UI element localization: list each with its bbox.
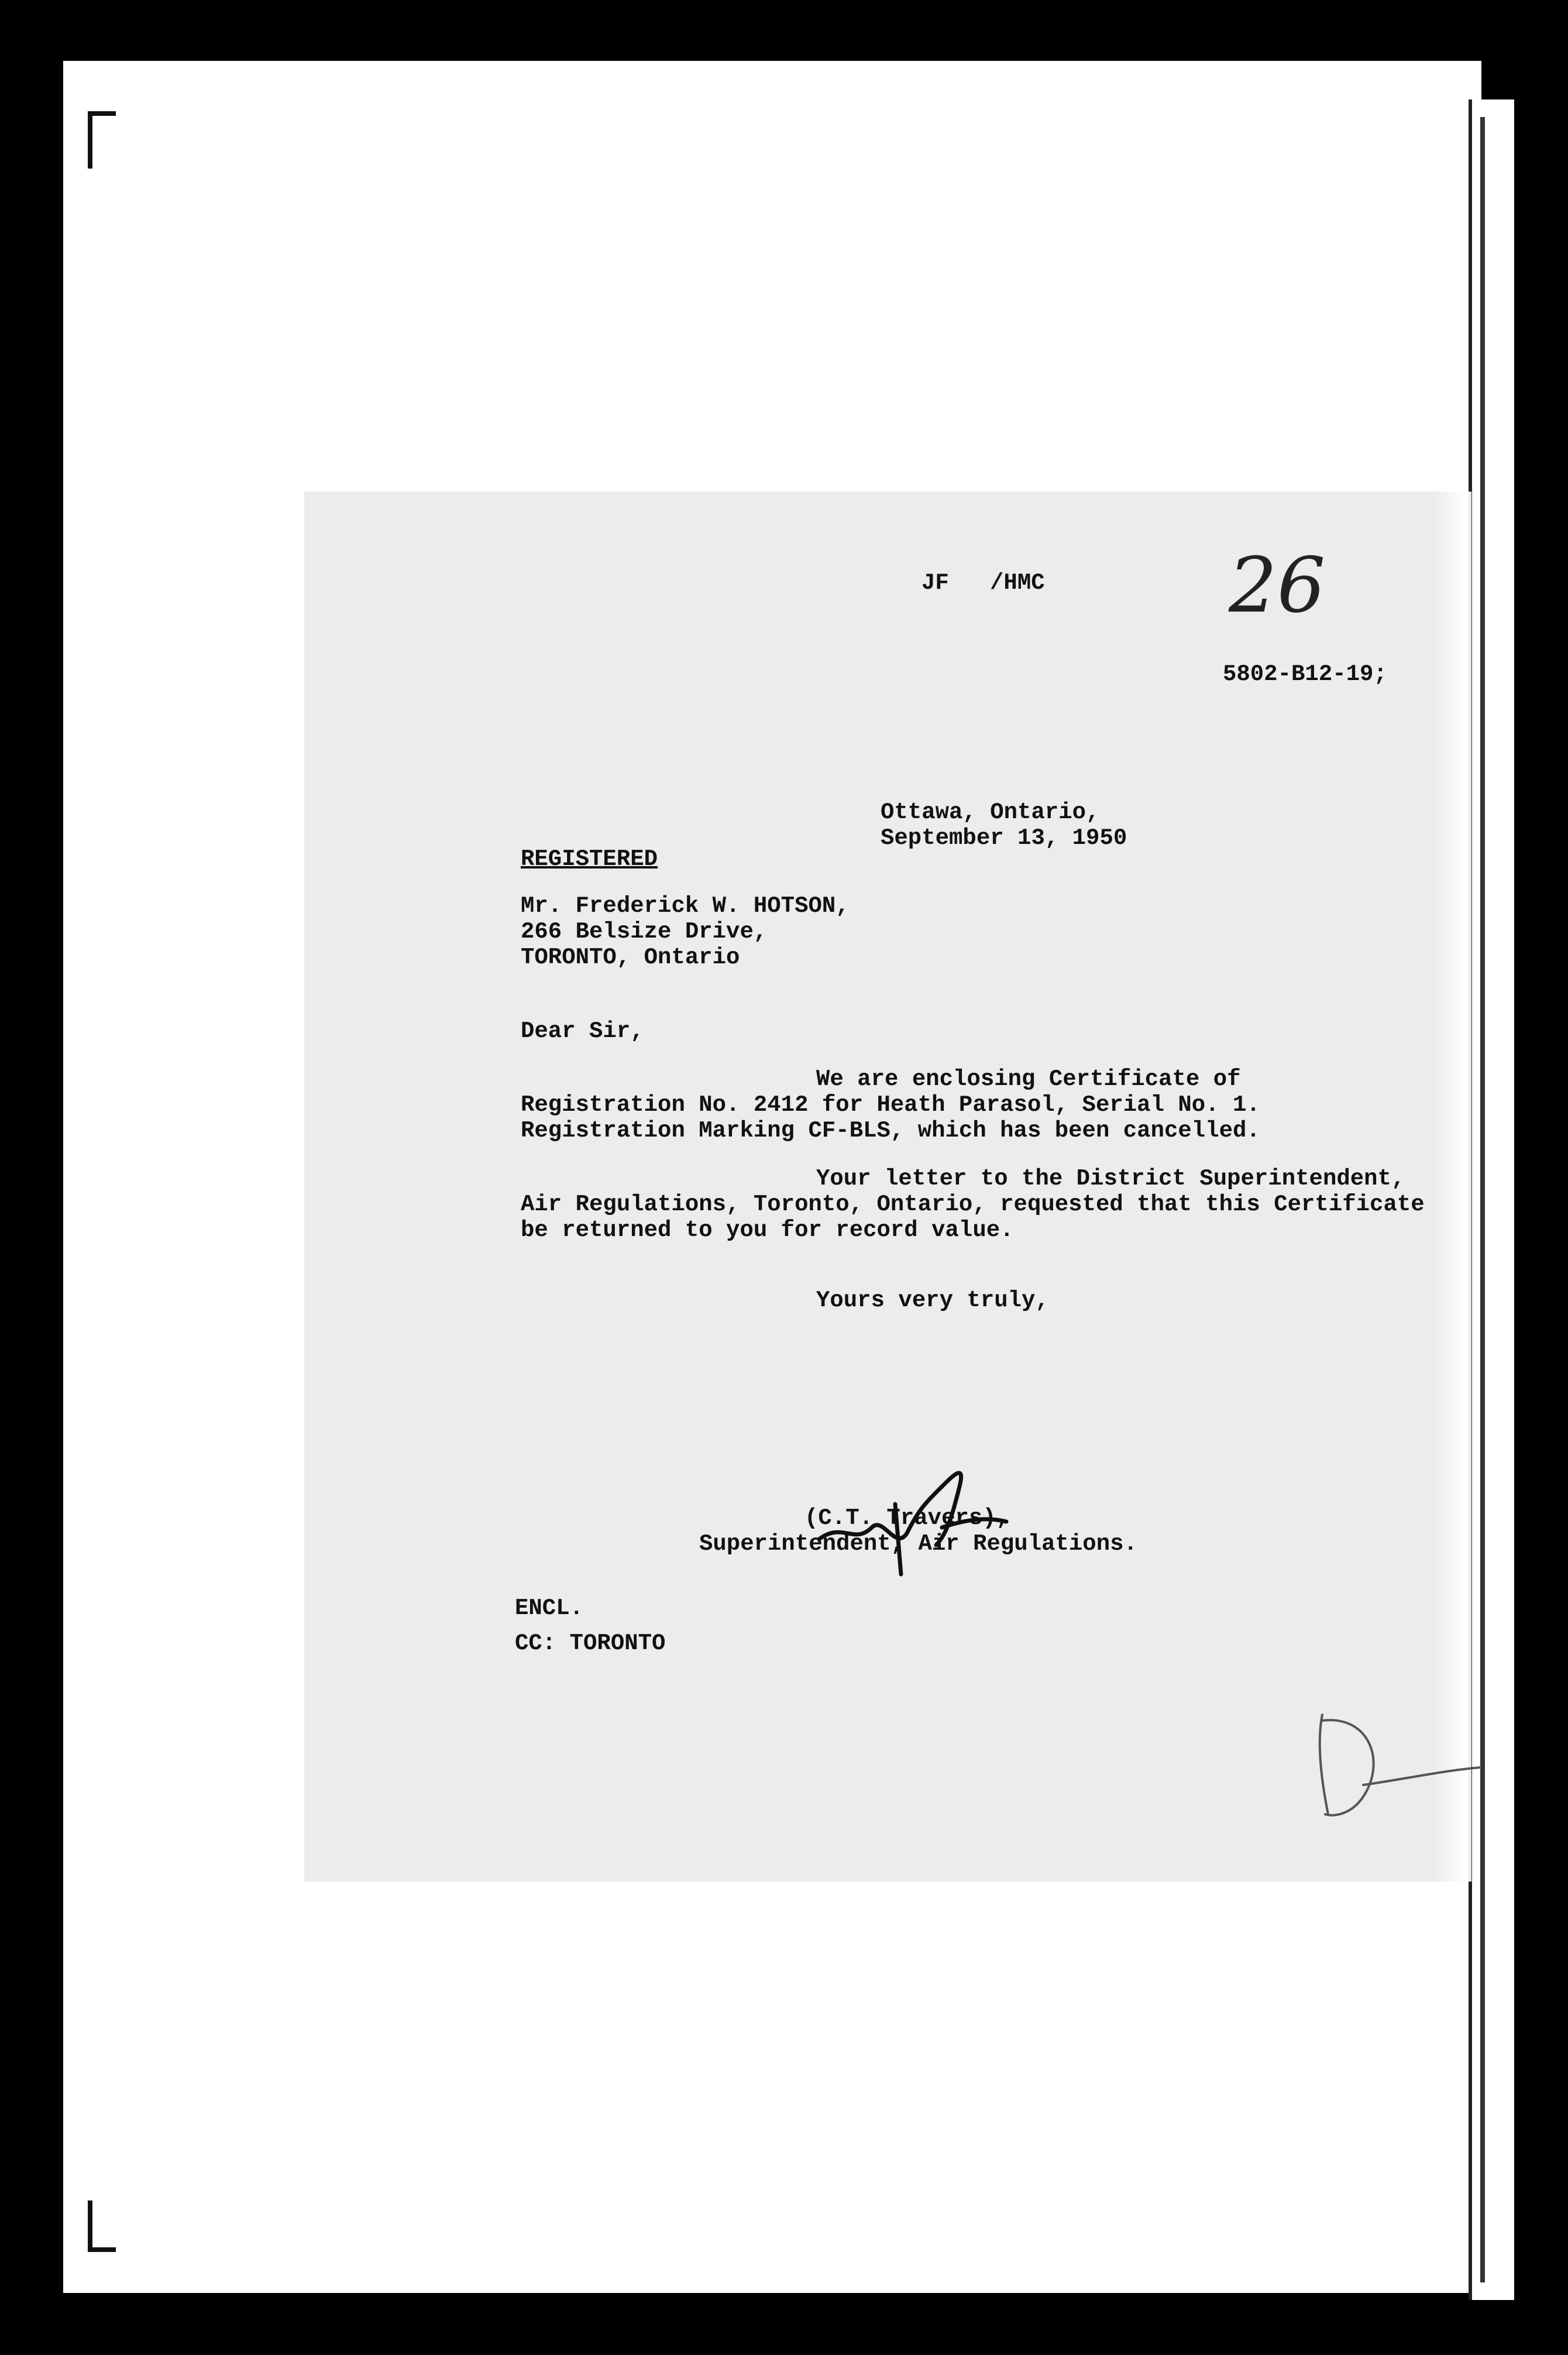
recipient-name: Mr. Frederick W. HOTSON, [521,893,850,919]
crop-mark-top-left [88,111,116,169]
registered-mark: REGISTERED [521,846,658,872]
pencil-d-mark [1299,1697,1486,1832]
copy-to: CC: TORONTO [515,1630,666,1656]
paragraph1-line1: We are enclosing Certificate of [816,1066,1241,1092]
paragraph2-line1: Your letter to the District Superintendent, [816,1166,1405,1192]
recipient-street: 266 Belsize Drive, [521,919,768,945]
closing: Yours very truly, [816,1288,1049,1313]
salutation: Dear Sir, [521,1018,644,1044]
binder-edge-line [1480,117,1485,2282]
crop-mark-bottom-left [88,2200,116,2252]
letter-place: Ottawa, Ontario, [881,799,1100,825]
signatory-name: (C.T. Travers), [804,1505,1010,1531]
page-number-handwritten: 26 [1229,541,1326,630]
reference-initials: JF /HMC [921,570,1045,596]
binder-edge [1469,99,1514,2300]
letter-date: September 13, 1950 [881,825,1127,851]
paragraph2-line3: be returned to you for record value. [521,1217,1014,1243]
letter-sheet-edge [1433,492,1469,1882]
file-number: 5802-B12-19; [1223,661,1387,687]
paragraph2-line2: Air Regulations, Toronto, Ontario, requested that this Certificate [521,1192,1425,1217]
recipient-city: TORONTO, Ontario [521,945,740,970]
signatory-title: Superintendent, Air Regulations. [699,1531,1137,1557]
paragraph1-line2: Registration No. 2412 for Heath Parasol, Serial No. 1. [521,1092,1260,1118]
enclosure-note: ENCL. [515,1595,584,1621]
paragraph1-line3: Registration Marking CF-BLS, which has been cancelled. [521,1118,1260,1144]
